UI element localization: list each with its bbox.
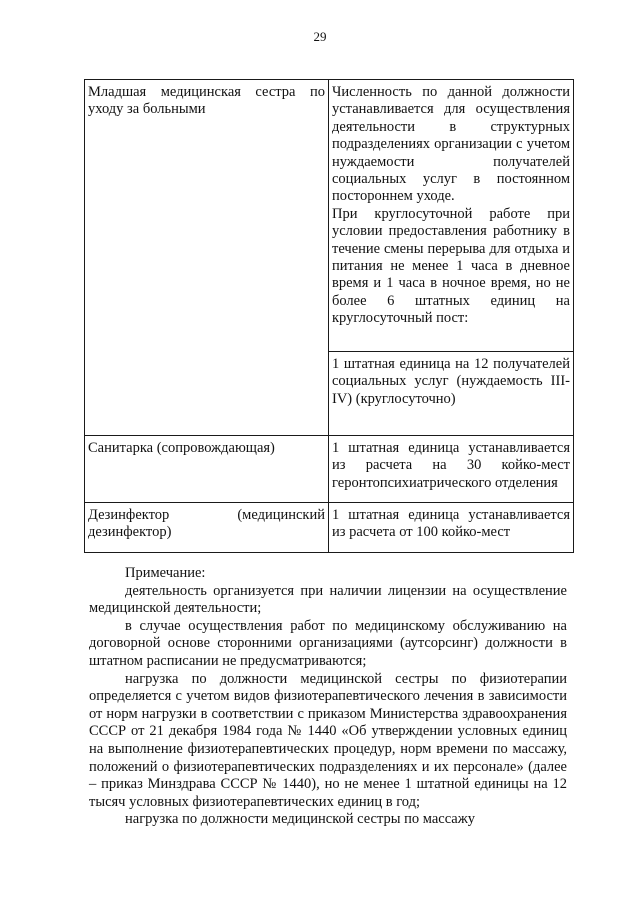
note-item: в случае осуществления работ по медицинскому обслуживанию на договорной основе сторонними организациями (аутсорсинг) должности в штатном расписании не предусматриваются; [89,617,567,669]
norm-cell [329,503,574,553]
position-name: Младшая медицинская сестра по уходу за больными [88,84,325,118]
norm-cell [329,80,574,352]
note-item: нагрузка по должности медицинской сестры по массажу [125,811,476,828]
position-name: Санитарка (сопровождающая) [88,440,275,456]
norm-paragraph: 1 штатная единица на 12 получателей социальных услуг (нуждаемость III-IV) (круглосуточно) [332,356,570,407]
staffing-table [84,79,574,553]
notes-section [89,565,567,829]
table-row [85,503,574,553]
norm-cell [329,436,574,503]
norm-paragraph: При круглосуточной работе при условии предоставления работнику в течение смены перерыва для отдыха и питания не менее 1 часа в дневное время и 1 часа в ночное время, но не более 6 штатных единиц на круглосуточный пост: [332,205,570,327]
position-cell [85,436,329,503]
norm-paragraph: 1 штатная единица устанавливается из расчета от 100 койко-мест [332,507,570,541]
notes-heading: Примечание: [125,565,206,581]
table-row [85,436,574,503]
table-row [85,80,574,352]
note-item: деятельность организуется при наличии лицензии на осуществление медицинской деятельности; [89,582,567,617]
norm-cell [329,352,574,436]
page-number: 29 [313,29,327,44]
note-item: нагрузка по должности медицинской сестры по физиотерапии определяется с учетом видов физиотерапевтического лечения в зависимости от норм нагрузки в соответствии с приказом Министерства здравоохранения СССР от 21 декабря 1984 года № 1440 «Об утверждении условных единиц на выполнение физиотерапевтических процедур, норм времени по массажу, положений о физиотерапевтических подразделениях и их персонале» (далее – приказ Минздрава СССР № 1440), но не менее 1 штатной единицы на 12 тысяч условных физиотерапевтических единиц в год; [89,670,567,810]
position-name: Дезинфектор (медицинский дезинфектор) [88,507,325,541]
position-cell [85,503,329,553]
norm-paragraph: Численность по данной должности устанавливается для осуществления деятельности в структурных подразделениях организации с учетом нуждаемости получателей социальных услуг в постоянном постороннем уходе. [332,84,570,205]
position-cell [85,80,329,436]
norm-paragraph: 1 штатная единица устанавливается из расчета на 30 койко-мест геронтопсихиатрического отделения [332,440,570,491]
